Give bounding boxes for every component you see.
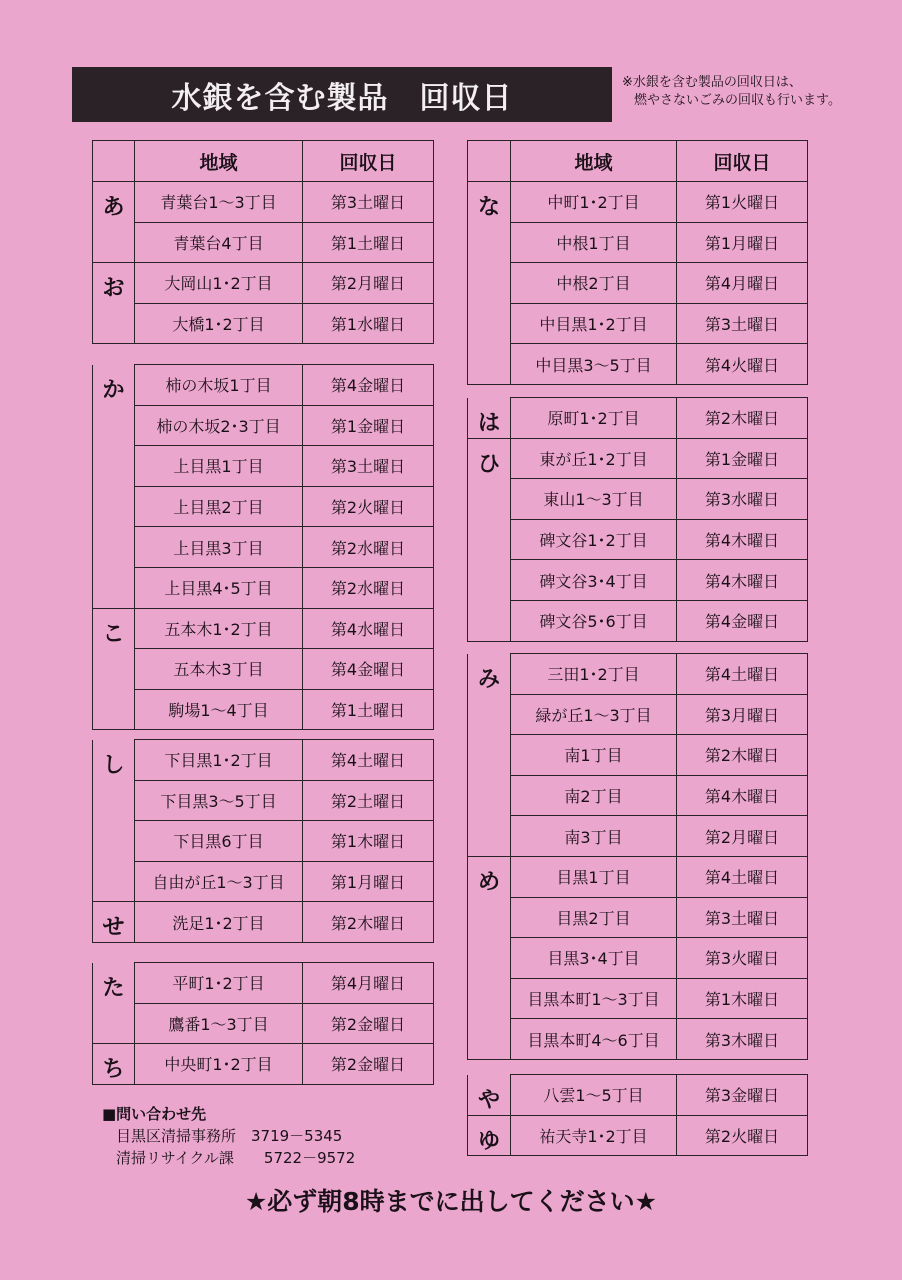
table-header-row bbox=[93, 141, 434, 182]
collection-day-cell: 第4土曜日 bbox=[677, 654, 808, 695]
table-row bbox=[93, 689, 434, 730]
header-area: 地域 bbox=[135, 141, 303, 182]
kana-index-cell bbox=[93, 446, 135, 487]
table-row bbox=[93, 821, 434, 862]
table-row bbox=[468, 897, 808, 938]
kana-index-cell: ち bbox=[93, 1044, 135, 1085]
table-row bbox=[468, 1075, 808, 1116]
area-cell: 上目黒2丁目 bbox=[135, 486, 303, 527]
table-row bbox=[93, 182, 434, 223]
area-cell: 碑文谷5･6丁目 bbox=[511, 600, 677, 641]
table-row bbox=[93, 446, 434, 487]
collection-day-cell: 第3土曜日 bbox=[677, 897, 808, 938]
collection-day-cell: 第1月曜日 bbox=[677, 222, 808, 263]
table-row bbox=[93, 222, 434, 263]
table-row bbox=[93, 963, 434, 1004]
kana-index-cell bbox=[93, 486, 135, 527]
collection-day-cell: 第3土曜日 bbox=[303, 446, 434, 487]
collection-day-cell: 第2火曜日 bbox=[303, 486, 434, 527]
kana-index-cell bbox=[468, 560, 511, 601]
area-cell: 駒場1～4丁目 bbox=[135, 689, 303, 730]
collection-day-cell: 第2金曜日 bbox=[303, 1044, 434, 1085]
area-cell: 大岡山1･2丁目 bbox=[135, 263, 303, 304]
collection-day-cell: 第4月曜日 bbox=[303, 963, 434, 1004]
collection-day-cell: 第2水曜日 bbox=[303, 567, 434, 608]
area-cell: 中央町1･2丁目 bbox=[135, 1044, 303, 1085]
area-cell: 五本木1･2丁目 bbox=[135, 608, 303, 649]
collection-day-cell: 第2月曜日 bbox=[677, 816, 808, 857]
area-cell: 柿の木坂1丁目 bbox=[135, 365, 303, 406]
collection-day-cell: 第3木曜日 bbox=[677, 1019, 808, 1060]
kana-index-cell: や bbox=[468, 1075, 511, 1116]
kana-index-cell bbox=[468, 938, 511, 979]
collection-day-cell: 第3火曜日 bbox=[677, 938, 808, 979]
collection-day-cell: 第4金曜日 bbox=[303, 365, 434, 406]
table-row bbox=[93, 486, 434, 527]
collection-day-cell: 第4水曜日 bbox=[303, 608, 434, 649]
right-schedule-table bbox=[467, 1074, 808, 1156]
note-line-2: 燃やさないごみの回収も行います。 bbox=[634, 93, 841, 108]
header-day: 回収日 bbox=[303, 141, 434, 182]
collection-day-cell: 第1月曜日 bbox=[303, 861, 434, 902]
table-row bbox=[468, 600, 808, 641]
collection-day-cell: 第4金曜日 bbox=[677, 600, 808, 641]
area-cell: 青葉台1～3丁目 bbox=[135, 182, 303, 223]
collection-day-cell: 第3月曜日 bbox=[677, 694, 808, 735]
area-cell: 南3丁目 bbox=[511, 816, 677, 857]
area-cell: 洗足1･2丁目 bbox=[135, 902, 303, 943]
collection-day-cell: 第1木曜日 bbox=[677, 978, 808, 1019]
kana-index-cell bbox=[93, 1003, 135, 1044]
collection-day-cell: 第2土曜日 bbox=[303, 780, 434, 821]
kana-index-cell bbox=[468, 775, 511, 816]
area-cell: 下目黒6丁目 bbox=[135, 821, 303, 862]
left-schedule-table bbox=[92, 962, 434, 1085]
area-cell: 中根1丁目 bbox=[511, 222, 677, 263]
kana-index-cell: こ bbox=[93, 608, 135, 649]
header-kana-cell bbox=[93, 141, 135, 182]
kana-index-cell bbox=[468, 263, 511, 304]
table-row bbox=[468, 479, 808, 520]
contact-heading: ■問い合わせ先 bbox=[102, 1105, 207, 1123]
collection-day-cell: 第4土曜日 bbox=[303, 740, 434, 781]
area-cell: 中目黒1･2丁目 bbox=[511, 303, 677, 344]
kana-index-cell bbox=[468, 694, 511, 735]
area-cell: 目黒3･4丁目 bbox=[511, 938, 677, 979]
collection-day-cell: 第1金曜日 bbox=[303, 405, 434, 446]
area-cell: 南1丁目 bbox=[511, 735, 677, 776]
collection-day-cell: 第3土曜日 bbox=[677, 303, 808, 344]
kana-index-cell: み bbox=[468, 654, 511, 695]
area-cell: 目黒本町4～6丁目 bbox=[511, 1019, 677, 1060]
table-row bbox=[93, 902, 434, 943]
table-row bbox=[93, 365, 434, 406]
kana-index-cell bbox=[93, 689, 135, 730]
area-cell: 八雲1～5丁目 bbox=[511, 1075, 677, 1116]
table-row bbox=[468, 978, 808, 1019]
kana-index-cell: な bbox=[468, 182, 511, 223]
collection-day-cell: 第3水曜日 bbox=[677, 479, 808, 520]
table-row bbox=[468, 938, 808, 979]
table-row bbox=[468, 856, 808, 897]
collection-day-cell: 第1火曜日 bbox=[677, 182, 808, 223]
area-cell: 柿の木坂2･3丁目 bbox=[135, 405, 303, 446]
table-row bbox=[93, 263, 434, 304]
area-cell: 東が丘1･2丁目 bbox=[511, 438, 677, 479]
collection-day-cell: 第2月曜日 bbox=[303, 263, 434, 304]
kana-index-cell: め bbox=[468, 856, 511, 897]
table-row bbox=[93, 861, 434, 902]
right-schedule-table bbox=[467, 397, 808, 642]
kana-index-cell bbox=[93, 567, 135, 608]
kana-index-cell: ゆ bbox=[468, 1115, 511, 1156]
header-area: 地域 bbox=[511, 141, 677, 182]
area-cell: 自由が丘1～3丁目 bbox=[135, 861, 303, 902]
collection-day-cell: 第2火曜日 bbox=[677, 1115, 808, 1156]
kana-index-cell: し bbox=[93, 740, 135, 781]
left-schedule-table bbox=[92, 140, 434, 344]
kana-index-cell: た bbox=[93, 963, 135, 1004]
collection-day-cell: 第3土曜日 bbox=[303, 182, 434, 223]
kana-index-cell bbox=[93, 821, 135, 862]
table-row bbox=[93, 1044, 434, 1085]
contact-info bbox=[102, 1103, 355, 1169]
table-row bbox=[468, 560, 808, 601]
kana-index-cell bbox=[93, 780, 135, 821]
kana-index-cell: お bbox=[93, 263, 135, 304]
kana-index-cell bbox=[468, 1019, 511, 1060]
kana-index-cell bbox=[93, 861, 135, 902]
left-schedule-table bbox=[92, 739, 434, 943]
right-schedule-table bbox=[467, 653, 808, 1060]
collection-day-cell: 第1水曜日 bbox=[303, 303, 434, 344]
collection-day-cell: 第2金曜日 bbox=[303, 1003, 434, 1044]
table-header-row bbox=[468, 141, 808, 182]
area-cell: 東山1～3丁目 bbox=[511, 479, 677, 520]
kana-index-cell bbox=[468, 897, 511, 938]
collection-day-cell: 第4月曜日 bbox=[677, 263, 808, 304]
note bbox=[622, 74, 841, 110]
collection-day-cell: 第2木曜日 bbox=[677, 735, 808, 776]
area-cell: 中目黒3～5丁目 bbox=[511, 344, 677, 385]
area-cell: 平町1･2丁目 bbox=[135, 963, 303, 1004]
table-row bbox=[468, 303, 808, 344]
area-cell: 南2丁目 bbox=[511, 775, 677, 816]
kana-index-cell bbox=[468, 303, 511, 344]
area-cell: 目黒2丁目 bbox=[511, 897, 677, 938]
table-row bbox=[468, 438, 808, 479]
area-cell: 三田1･2丁目 bbox=[511, 654, 677, 695]
area-cell: 上目黒1丁目 bbox=[135, 446, 303, 487]
kana-index-cell bbox=[468, 735, 511, 776]
area-cell: 上目黒4･5丁目 bbox=[135, 567, 303, 608]
kana-index-cell: あ bbox=[93, 182, 135, 223]
kana-index-cell bbox=[468, 344, 511, 385]
kana-index-cell: は bbox=[468, 398, 511, 439]
contact-line-cleaning-office: 目黒区清掃事務所 3719－5345 bbox=[116, 1127, 343, 1145]
table-row bbox=[468, 344, 808, 385]
collection-day-cell: 第2水曜日 bbox=[303, 527, 434, 568]
kana-index-cell bbox=[93, 303, 135, 344]
collection-day-cell: 第3金曜日 bbox=[677, 1075, 808, 1116]
table-row bbox=[468, 222, 808, 263]
kana-index-cell bbox=[468, 222, 511, 263]
table-row bbox=[468, 1019, 808, 1060]
collection-day-cell: 第1木曜日 bbox=[303, 821, 434, 862]
table-row bbox=[93, 405, 434, 446]
table-row bbox=[93, 567, 434, 608]
collection-day-cell: 第2木曜日 bbox=[677, 398, 808, 439]
kana-index-cell bbox=[93, 405, 135, 446]
area-cell: 下目黒3～5丁目 bbox=[135, 780, 303, 821]
collection-day-cell: 第4木曜日 bbox=[677, 775, 808, 816]
area-cell: 碑文谷3･4丁目 bbox=[511, 560, 677, 601]
area-cell: 原町1･2丁目 bbox=[511, 398, 677, 439]
area-cell: 鷹番1～3丁目 bbox=[135, 1003, 303, 1044]
kana-index-cell bbox=[468, 816, 511, 857]
collection-day-cell: 第4木曜日 bbox=[677, 560, 808, 601]
kana-index-cell bbox=[93, 527, 135, 568]
kana-index-cell bbox=[468, 600, 511, 641]
table-row bbox=[468, 694, 808, 735]
kana-index-cell bbox=[93, 222, 135, 263]
table-row bbox=[468, 735, 808, 776]
area-cell: 祐天寺1･2丁目 bbox=[511, 1115, 677, 1156]
table-row bbox=[468, 816, 808, 857]
collection-day-cell: 第4木曜日 bbox=[677, 519, 808, 560]
table-row bbox=[468, 654, 808, 695]
area-cell: 緑が丘1～3丁目 bbox=[511, 694, 677, 735]
table-row bbox=[93, 1003, 434, 1044]
header-day: 回収日 bbox=[677, 141, 808, 182]
header-kana-cell bbox=[468, 141, 511, 182]
note-line-1: ※水銀を含む製品の回収日は、 bbox=[622, 75, 802, 90]
collection-day-cell: 第4火曜日 bbox=[677, 344, 808, 385]
table-row bbox=[468, 398, 808, 439]
collection-day-cell: 第1土曜日 bbox=[303, 689, 434, 730]
table-row bbox=[468, 263, 808, 304]
page-title-bar bbox=[72, 67, 612, 122]
footer-notice: ★必ず朝8時までに出してください★ bbox=[244, 1187, 658, 1216]
area-cell: 青葉台4丁目 bbox=[135, 222, 303, 263]
left-schedule-table bbox=[92, 364, 434, 730]
kana-index-cell: か bbox=[93, 365, 135, 406]
collection-day-cell: 第1土曜日 bbox=[303, 222, 434, 263]
area-cell: 上目黒3丁目 bbox=[135, 527, 303, 568]
area-cell: 五本木3丁目 bbox=[135, 649, 303, 690]
collection-day-cell: 第2木曜日 bbox=[303, 902, 434, 943]
table-row bbox=[93, 303, 434, 344]
right-schedule-table bbox=[467, 140, 808, 385]
kana-index-cell: ひ bbox=[468, 438, 511, 479]
kana-index-cell bbox=[468, 479, 511, 520]
area-cell: 中町1･2丁目 bbox=[511, 182, 677, 223]
area-cell: 目黒本町1～3丁目 bbox=[511, 978, 677, 1019]
table-row bbox=[93, 780, 434, 821]
kana-index-cell bbox=[468, 978, 511, 1019]
table-row bbox=[468, 1115, 808, 1156]
area-cell: 碑文谷1･2丁目 bbox=[511, 519, 677, 560]
page-title: 水銀を含む製品 回収日 bbox=[171, 80, 513, 116]
table-row bbox=[93, 608, 434, 649]
area-cell: 中根2丁目 bbox=[511, 263, 677, 304]
table-row bbox=[468, 519, 808, 560]
table-row bbox=[468, 182, 808, 223]
kana-index-cell: せ bbox=[93, 902, 135, 943]
area-cell: 下目黒1･2丁目 bbox=[135, 740, 303, 781]
contact-line-recycle-section: 清掃リサイクル課 5722－9572 bbox=[116, 1149, 356, 1167]
table-row bbox=[468, 775, 808, 816]
table-row bbox=[93, 649, 434, 690]
table-row bbox=[93, 740, 434, 781]
table-row bbox=[93, 527, 434, 568]
area-cell: 大橋1･2丁目 bbox=[135, 303, 303, 344]
area-cell: 目黒1丁目 bbox=[511, 856, 677, 897]
collection-day-cell: 第4土曜日 bbox=[677, 856, 808, 897]
collection-day-cell: 第4金曜日 bbox=[303, 649, 434, 690]
kana-index-cell bbox=[468, 519, 511, 560]
collection-day-cell: 第1金曜日 bbox=[677, 438, 808, 479]
kana-index-cell bbox=[93, 649, 135, 690]
